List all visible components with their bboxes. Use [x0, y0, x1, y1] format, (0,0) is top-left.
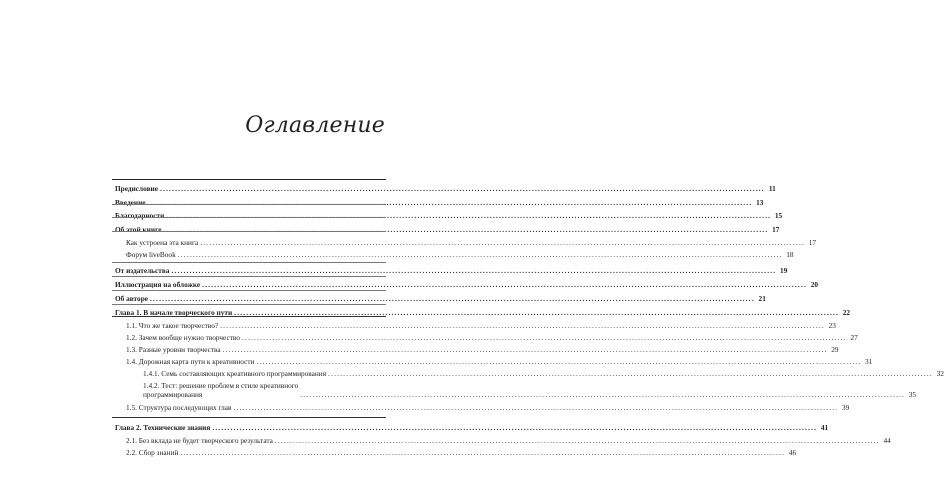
toc-entry-title: Глава 2. Технические знания — [115, 423, 211, 432]
toc-entry-title: Введение — [115, 198, 146, 207]
toc-entry-page: 19 — [779, 266, 788, 275]
toc-entry[interactable] — [126, 448, 797, 457]
toc-separator — [112, 304, 386, 305]
toc-entry[interactable] — [115, 211, 783, 220]
toc-entry-title-line2: программирования — [143, 390, 203, 399]
toc-entry[interactable] — [126, 436, 891, 445]
toc-entry[interactable] — [115, 294, 766, 303]
toc-entry-title: 2.1. Без вклада не будет творческого результата — [126, 436, 273, 445]
toc-entry-page: 21 — [758, 294, 766, 303]
toc-entry[interactable] — [126, 345, 839, 354]
toc-entry-page: 23 — [828, 321, 836, 330]
toc-leader-dots: ........................................................................................................................................................................................................ — [171, 266, 777, 275]
toc-entry[interactable] — [126, 238, 817, 247]
toc-entry-title: Как устроена эта книга — [126, 238, 199, 247]
toc-leader-dots: ........................................................................................................................................................................................................ — [256, 357, 862, 366]
toc-separator — [112, 316, 386, 317]
toc-separator — [112, 417, 386, 418]
toc-entry-title — [143, 381, 298, 399]
toc-entry-title: 1.4.1. Семь составляющих креативного программирования — [143, 369, 327, 378]
toc-entry[interactable] — [115, 423, 829, 432]
toc-leader-dots: ........................................................................................................................................................................................................ — [163, 225, 769, 234]
toc-entry-title: Глава 1. В начале творческого пути — [115, 308, 233, 317]
toc-leader-dots: ........................................................................................................................................................................................................ — [180, 448, 786, 457]
toc-leader-dots: ........................................................................................................................................................................................................ — [233, 403, 839, 412]
toc-entry[interactable] — [115, 225, 780, 234]
toc-separator — [112, 204, 386, 205]
toc-entry-page: 32 — [936, 369, 944, 378]
toc-entry-page: 17 — [772, 225, 780, 234]
toc-leader-dots: ........................................................................................................................................................................................................ — [159, 184, 765, 193]
toc-entry-page: 35 — [908, 390, 917, 399]
toc-entry-title-line1: 1.4.2. Тест: решение проблем в стиле креативного — [143, 381, 299, 390]
toc-entry-page: 44 — [883, 436, 891, 445]
toc-leader-dots: ........................................................................................................................................................................................................ — [200, 238, 806, 247]
toc-entry-page: 18 — [786, 250, 794, 259]
toc-entry-page: 20 — [810, 280, 818, 289]
toc-entry-title: 2.2. Сбор знаний — [126, 448, 179, 457]
toc-entry[interactable] — [126, 333, 858, 342]
page-title: Оглавление — [245, 113, 385, 138]
toc-entry-page: 39 — [841, 403, 850, 412]
toc-leader-dots: ........................................................................................................................................................................................................ — [220, 321, 825, 330]
toc-entry-title: Благодарности — [115, 211, 165, 220]
toc-separator — [112, 217, 386, 218]
toc-leader-dots: ........................................................................................................................................................................................................ — [212, 423, 818, 432]
toc-leader-dots: ........................................................................................................................................................................................................ — [241, 333, 847, 342]
toc-entry-title: 1.5. Структура последующих глав — [126, 403, 232, 412]
toc-entry-title: 1.4. Дорожная карта пути к креативности — [126, 357, 255, 366]
toc-entry-title: 1.2. Зачем вообще нужно творчество — [126, 333, 240, 342]
toc-entry[interactable] — [115, 198, 764, 207]
toc-entry[interactable] — [126, 357, 873, 366]
toc-leader-dots: ........................................................................................................................................................................................................ — [234, 308, 840, 317]
toc-leader-dots: ........................................................................................................................................................................................................ — [202, 280, 807, 289]
toc-entry-page: 27 — [850, 333, 858, 342]
toc-entry-page: 11 — [768, 184, 776, 193]
toc-entry-title: 1.3. Разные уровни творчества — [126, 345, 221, 354]
toc-entry[interactable] — [115, 266, 788, 275]
toc-entry[interactable] — [143, 381, 917, 399]
toc-entry-page: 31 — [865, 357, 873, 366]
toc-separator — [112, 262, 386, 263]
toc-entry-title: Предисловие — [115, 184, 158, 193]
toc-entry-title: Иллюстрация на обложке — [115, 280, 201, 289]
toc-entry-title: Форум liveBook — [126, 250, 176, 259]
toc-entry[interactable] — [126, 321, 836, 330]
toc-entry[interactable] — [126, 250, 794, 259]
toc-leader-dots: ........................................................................................................................................................................................................ — [274, 436, 880, 445]
toc-entry[interactable] — [115, 280, 818, 289]
toc-leader-dots: ........................................................................................................................................................................................................ — [222, 345, 828, 354]
toc-leader-dots: ........................................................................................................................................................................................................ — [300, 390, 906, 399]
toc-entry-page: 41 — [820, 423, 829, 432]
toc-separator — [112, 231, 386, 232]
toc-entry-title: От издательства — [115, 266, 170, 275]
toc-entry-title: Об этой книге — [115, 225, 162, 234]
toc-entry-page: 17 — [808, 238, 817, 247]
toc-entry-title: 1.1. Что же такое творчество? — [126, 321, 219, 330]
toc-entry-page: 29 — [831, 345, 839, 354]
toc-separator — [112, 290, 386, 291]
toc-entry[interactable] — [143, 369, 944, 378]
toc-entry-page: 13 — [756, 198, 764, 207]
toc-entry-page: 15 — [774, 211, 783, 220]
toc-leader-dots: ........................................................................................................................................................................................................ — [150, 294, 755, 303]
toc-entry-title: Об авторе — [115, 294, 148, 303]
toc-entry-page: 46 — [788, 448, 797, 457]
toc-leader-dots: ........................................................................................................................................................................................................ — [147, 198, 753, 207]
toc-entry[interactable] — [115, 184, 776, 193]
toc-leader-dots: ........................................................................................................................................................................................................ — [166, 211, 772, 220]
toc-separator — [112, 276, 386, 277]
toc-leader-dots: ........................................................................................................................................................................................................ — [328, 369, 933, 378]
toc-leader-dots: ........................................................................................................................................................................................................ — [177, 250, 783, 259]
toc-entry[interactable] — [126, 403, 850, 412]
toc-entry-page: 22 — [842, 308, 851, 317]
